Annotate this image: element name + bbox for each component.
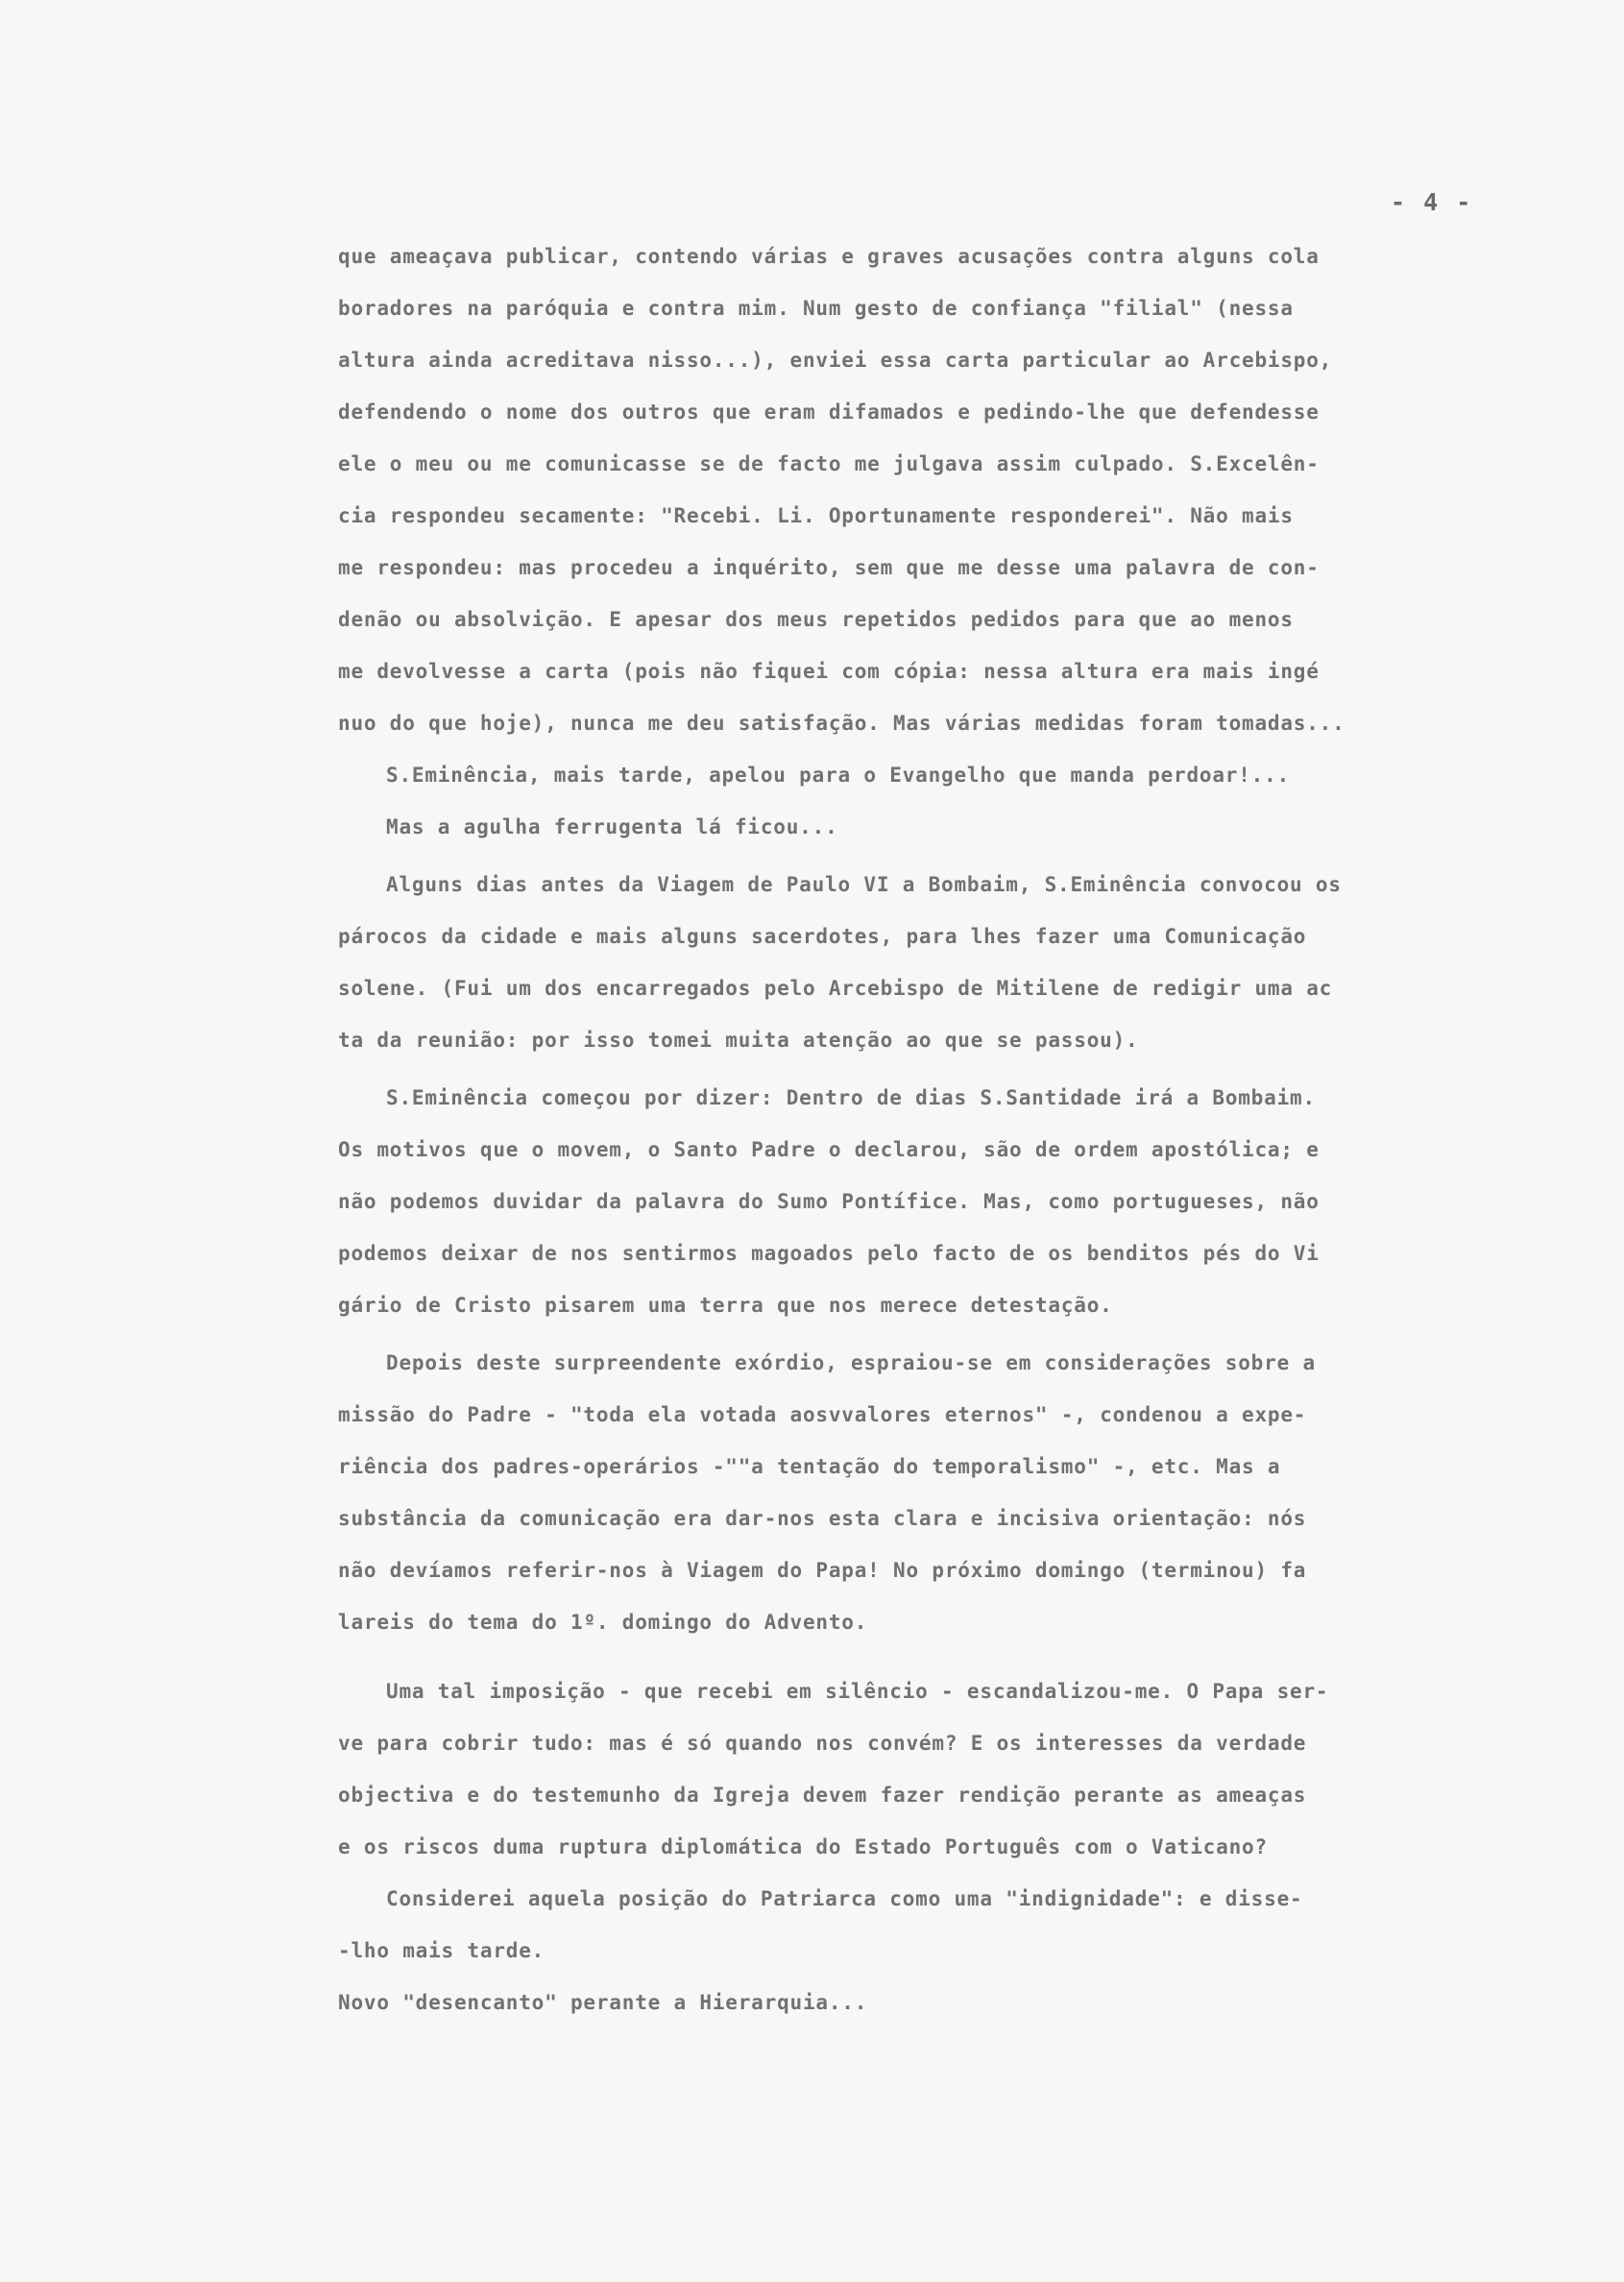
text-line: lareis do tema do 1º. domingo do Advento. bbox=[338, 1611, 868, 1634]
text-line: objectiva e do testemunho da Igreja devem fazer rendição perante as ameaças bbox=[338, 1784, 1307, 1807]
text-line: que ameaçava publicar, contendo várias e graves acusações contra alguns cola bbox=[338, 245, 1320, 268]
text-line: Mas a agulha ferrugenta lá ficou... bbox=[386, 815, 838, 838]
page-number: - 4 - bbox=[1391, 188, 1473, 216]
text-line: não devíamos referir-nos à Viagem do Papa! No próximo domingo (terminou) fa bbox=[338, 1559, 1307, 1582]
text-line: Alguns dias antes da Viagem de Paulo VI a Bombaim, S.Eminência convocou os bbox=[386, 873, 1342, 896]
text-line: ve para cobrir tudo: mas é só quando nos convém? E os interesses da verdade bbox=[338, 1732, 1307, 1755]
text-line: altura ainda acreditava nisso...), enviei essa carta particular ao Arcebispo, bbox=[338, 349, 1333, 372]
text-line: missão do Padre - "toda ela votada aosvvalores eternos" -, condenou a expe- bbox=[338, 1403, 1307, 1426]
text-line: me respondeu: mas procedeu a inquérito, sem que me desse uma palavra de con- bbox=[338, 556, 1320, 579]
text-line: Considerei aquela posição do Patriarca como uma "indignidade": e disse- bbox=[386, 1887, 1303, 1910]
text-line: denão ou absolvição. E apesar dos meus repetidos pedidos para que ao menos bbox=[338, 608, 1294, 631]
text-line: S.Eminência começou por dizer: Dentro de dias S.Santidade irá a Bombaim. bbox=[386, 1086, 1316, 1109]
text-line: cia respondeu secamente: "Recebi. Li. Oportunamente responderei". Não mais bbox=[338, 504, 1294, 527]
text-line: S.Eminência, mais tarde, apelou para o Evangelho que manda perdoar!... bbox=[386, 764, 1291, 787]
text-line: substância da comunicação era dar-nos esta clara e incisiva orientação: nós bbox=[338, 1507, 1307, 1530]
text-line: me devolvesse a carta (pois não fiquei com cópia: nessa altura era mais ingé bbox=[338, 660, 1320, 683]
text-line: ele o meu ou me comunicasse se de facto me julgava assim culpado. S.Excelên- bbox=[338, 452, 1320, 475]
text-line: Depois deste surpreendente exórdio, espraiou-se em considerações sobre a bbox=[386, 1351, 1316, 1374]
text-line: Uma tal imposição - que recebi em silêncio - escandalizou-me. O Papa ser- bbox=[386, 1680, 1329, 1703]
text-line: -lho mais tarde. bbox=[338, 1939, 545, 1962]
text-line: não podemos duvidar da palavra do Sumo Pontífice. Mas, como portugueses, não bbox=[338, 1190, 1320, 1213]
text-line: nuo do que hoje), nunca me deu satisfação. Mas várias medidas foram tomadas... bbox=[338, 712, 1345, 735]
text-line: Novo "desencanto" perante a Hierarquia... bbox=[338, 1991, 868, 2014]
text-line: ta da reunião: por isso tomei muita atenção ao que se passou). bbox=[338, 1029, 1139, 1052]
text-line: boradores na paróquia e contra mim. Num gesto de confiança "filial" (nessa bbox=[338, 297, 1294, 320]
text-line: e os riscos duma ruptura diplomática do Estado Português com o Vaticano? bbox=[338, 1835, 1268, 1858]
text-line: defendendo o nome dos outros que eram difamados e pedindo-lhe que defendesse bbox=[338, 401, 1320, 424]
text-line: riência dos padres-operários -""a tentação do temporalismo" -, etc. Mas a bbox=[338, 1455, 1281, 1478]
text-line: podemos deixar de nos sentirmos magoados pelo facto de os benditos pés do Vi bbox=[338, 1242, 1320, 1265]
document-body bbox=[338, 231, 1529, 2028]
text-line: párocos da cidade e mais alguns sacerdotes, para lhes fazer uma Comunicação bbox=[338, 925, 1307, 948]
text-line: solene. (Fui um dos encarregados pelo Arcebispo de Mitilene de redigir uma ac bbox=[338, 977, 1333, 1000]
text-line: Os motivos que o movem, o Santo Padre o declarou, são de ordem apostólica; e bbox=[338, 1138, 1320, 1161]
text-line: gário de Cristo pisarem uma terra que nos merece detestação. bbox=[338, 1294, 1113, 1317]
